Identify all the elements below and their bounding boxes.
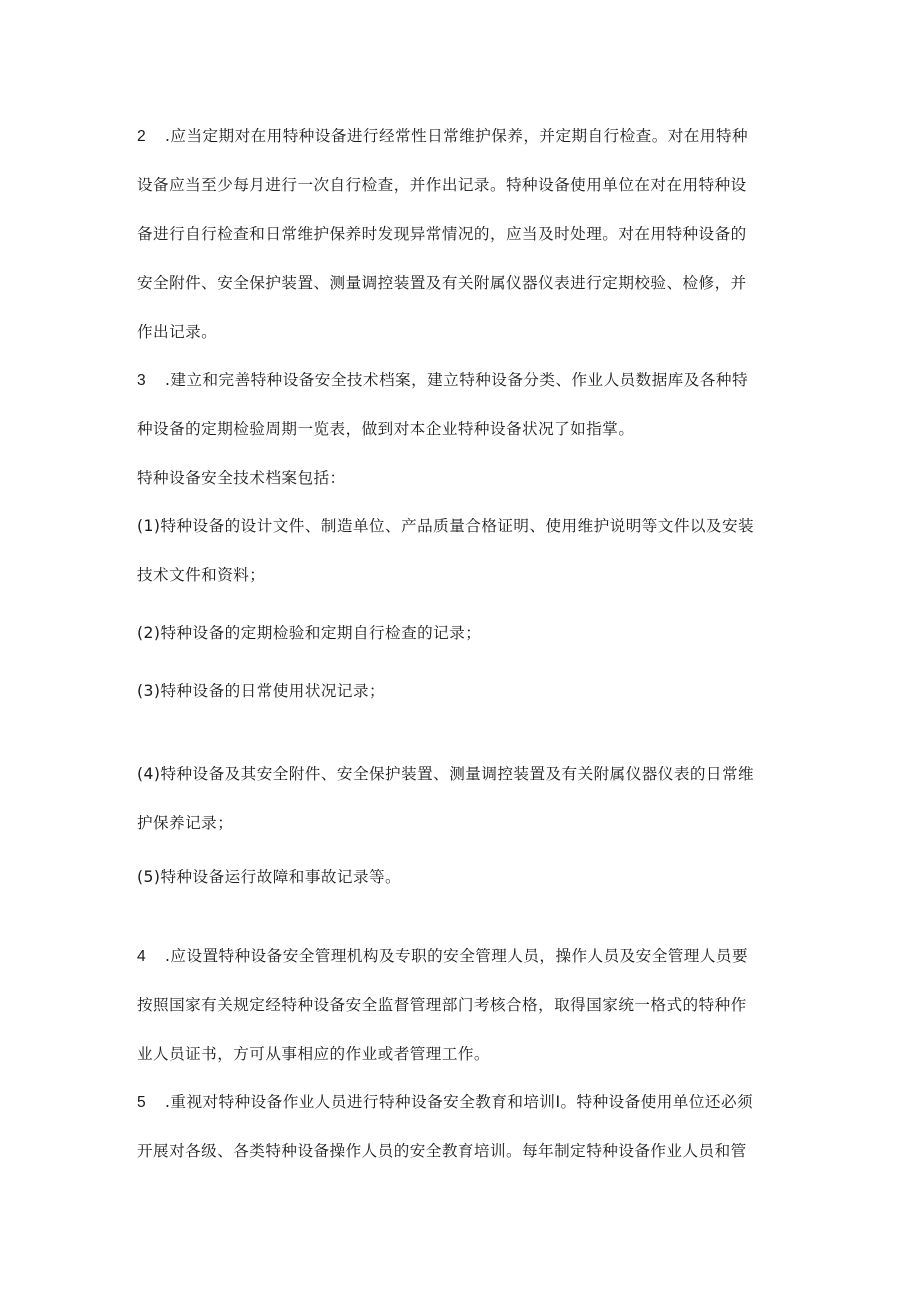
line-text: .重视对特种设备作业人员进行特种设备安全教育和培训I。特种设备使用单位还必须 [165, 1093, 754, 1111]
line-text: (4)特种设备及其安全附件、安全保护装置、测量调控装置及有关附属仪器仪表的日常维 [137, 765, 755, 783]
text-line [137, 565, 787, 585]
line-text: 作出记录。 [137, 323, 218, 341]
text-line [137, 995, 787, 1015]
line-text: 备进行自行检查和日常维护保养时发现异常情况的，应当及时处理。对在用特种设备的 [137, 225, 747, 243]
text-line [137, 623, 787, 643]
line-text: 业人员证书，方可从事相应的作业或者管理工作。 [137, 1045, 490, 1063]
item-number: 4 [137, 948, 147, 965]
line-text: 种设备的定期检验周期一览表，做到对本企业特种设备状况了如指掌。 [137, 420, 635, 438]
line-text: (1)特种设备的设计文件、制造单位、产品质量合格证明、使用维护说明等文件以及安装 [137, 517, 755, 535]
line-text: (3)特种设备的日常使用状况记录； [137, 682, 386, 700]
line-text: 按照国家有关规定经特种设备安全监督管理部门考核合格，取得国家统一格式的特种作 [137, 996, 747, 1014]
text-line [137, 322, 787, 342]
text-line [137, 867, 787, 887]
item-number: 3 [137, 372, 147, 389]
line-text: .应设置特种设备安全管理机构及专职的安全管理人员，操作人员及安全管理人员要 [165, 947, 748, 965]
text-line [137, 224, 787, 244]
text-line [137, 764, 787, 784]
item-number: 2 [137, 128, 147, 145]
text-line [137, 516, 787, 536]
text-line [137, 1044, 787, 1064]
line-text: 设备应当至少每月进行一次自行检查，并作出记录。特种设备使用单位在对在用特种设 [137, 176, 747, 194]
line-text: 特种设备安全技术档案包括： [137, 469, 346, 487]
text-line [137, 1092, 787, 1113]
line-text: .应当定期对在用特种设备进行经常性日常维护保养，并定期自行检查。对在用特种 [165, 127, 748, 145]
line-text: 开展对各级、各类特种设备操作人员的安全教育培训。每年制定特种设备作业人员和管 [137, 1142, 747, 1160]
text-line [137, 468, 787, 488]
text-line [137, 370, 787, 391]
text-line [137, 175, 787, 195]
text-line [137, 126, 787, 147]
text-line [137, 681, 787, 701]
text-line [137, 1141, 787, 1161]
line-text: 安全附件、安全保护装置、测量调控装置及有关附属仪器仪表进行定期校验、检修，并 [137, 274, 747, 292]
line-text: 护保养记录； [137, 814, 234, 832]
item-number: 5 [137, 1094, 147, 1111]
text-line [137, 273, 787, 293]
line-text: 技术文件和资料； [137, 566, 266, 584]
line-text: (2)特种设备的定期检验和定期自行检查的记录； [137, 624, 482, 642]
text-line [137, 813, 787, 833]
text-line [137, 946, 787, 967]
line-text: (5)特种设备运行故障和事故记录等。 [137, 868, 402, 886]
text-line [137, 419, 787, 439]
line-text: .建立和完善特种设备安全技术档案，建立特种设备分类、作业人员数据库及各种特 [165, 371, 748, 389]
